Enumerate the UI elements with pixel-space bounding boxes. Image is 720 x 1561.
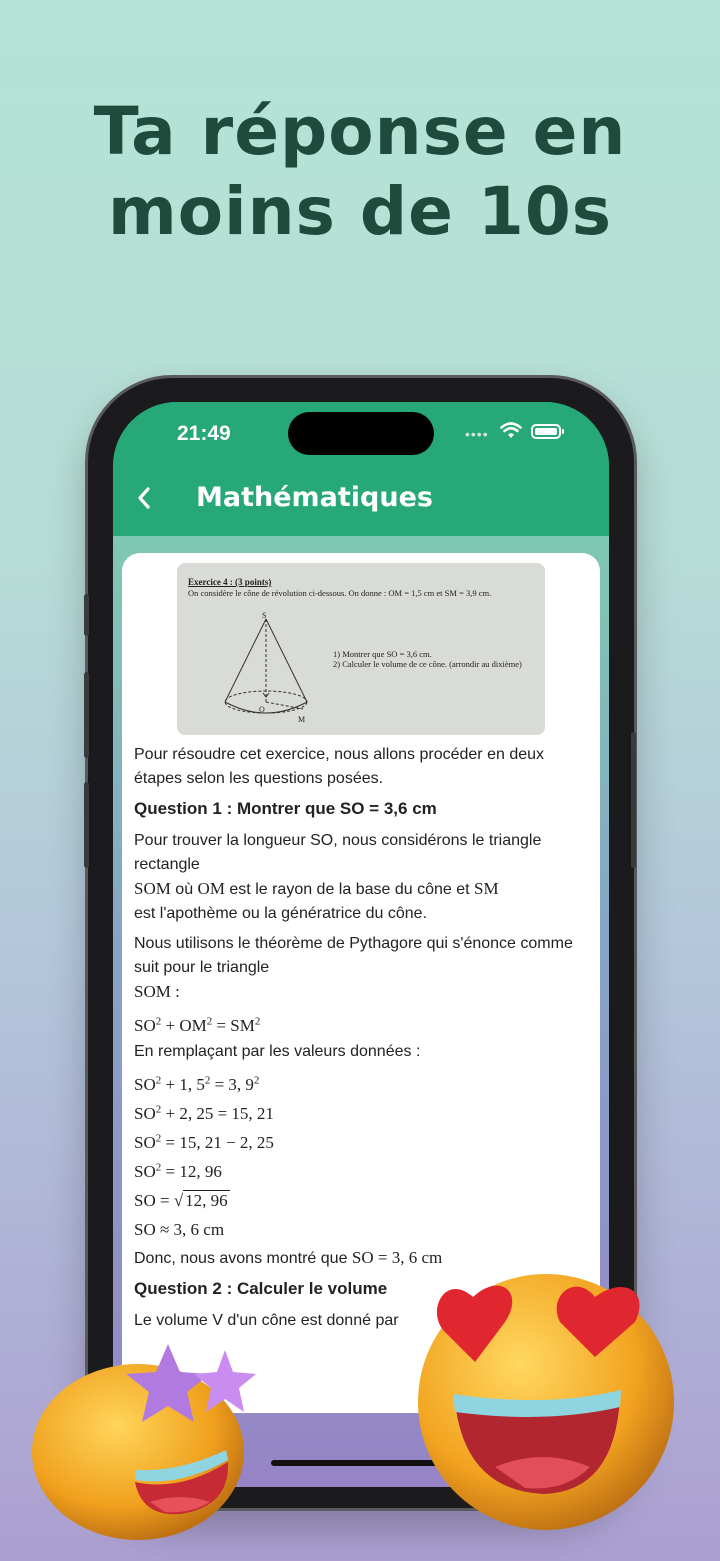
dynamic-island (288, 412, 434, 455)
equation-step-3: $SO^2 = 15$, 21 − 2, 25 (134, 1132, 274, 1152)
paragraph-som (134, 829, 574, 926)
answer-text (134, 743, 574, 1339)
equation-step-6: SO ≈ 3, 6 cm (134, 1220, 225, 1239)
label-s: S (262, 611, 267, 620)
paragraph-replace: En remplaçant par les valeurs données : (134, 1043, 421, 1060)
headline-line-2: moins de 10s (107, 173, 613, 250)
math-om: OM (197, 879, 225, 898)
phone-button-left-1 (84, 594, 89, 636)
math-sm: SM (474, 879, 499, 898)
star-eyes-emoji-icon (30, 1332, 260, 1542)
equation-pythagore: $SO^2 + OM^2 = SM^2$ (134, 1015, 261, 1035)
exercise-question-2: 2) Calculer le volume de ce cône. (arrondir au dixième) (333, 659, 522, 669)
text-apotheme: est l'apothème ou la génératrice du cône. (134, 905, 428, 922)
status-time: 21:49 (177, 422, 231, 445)
equation-step-2: $SO^2 + 2$, 25 = 15, 21 (134, 1103, 274, 1123)
math-som-colon: SOM : (134, 982, 180, 1001)
paragraph-som-text: Pour trouver la longueur SO, nous considérons le triangle rectangle (134, 832, 542, 873)
wifi-icon (500, 422, 522, 440)
exercise-statement: On considère le cône de révolution ci-dessous. On donne : OM = 1,5 cm et SM = 3,9 cm. (188, 588, 492, 598)
label-m: M (298, 715, 306, 724)
paragraph-volume: Le volume V d'un cône est donné par (134, 1312, 399, 1329)
signal-icon: •••• (465, 426, 489, 442)
question-1-heading: Question 1 : Montrer que SO = 3,6 cm (134, 799, 437, 818)
conclusion-math: SO = 3, 6 cm (351, 1248, 443, 1267)
equation-step-1: $SO^2 + 1$, $5^2 = 3$, $9^2$ (134, 1074, 260, 1094)
label-o: O (259, 705, 265, 714)
paragraph-pythagore (134, 932, 574, 1005)
headline (0, 92, 720, 252)
answer-intro: Pour résoudre cet exercice, nous allons procéder en deux étapes selon les questions posées. (134, 746, 545, 787)
back-arrow-icon[interactable] (135, 484, 153, 512)
text-ou: où (170, 881, 198, 898)
question-2-heading: Question 2 : Calculer le volume (134, 1279, 388, 1298)
phone-button-left-3 (84, 782, 89, 868)
battery-icon (531, 424, 561, 439)
equation-step-5: SO = √ 12, 96 (134, 1191, 228, 1210)
paragraph-pythagore-text: Nous utilisons le théorème de Pythagore qui s'énonce comme suit pour le triangle (134, 935, 573, 976)
phone-button-left-2 (84, 672, 89, 758)
exercise-question-1: 1) Montrer que SO = 3,6 cm. (333, 649, 432, 659)
cone-figure (217, 611, 317, 726)
headline-line-1: Ta réponse en (93, 93, 627, 170)
phone-button-right (631, 732, 636, 868)
equation-step-4: $SO^2 = 12$, 96 (134, 1161, 222, 1181)
text-radius: est le rayon de la base du cône et (224, 881, 475, 898)
math-som: SOM (134, 879, 171, 898)
page-title: Mathématiques (196, 482, 433, 513)
conclusion-text: Donc, nous avons montré que (134, 1250, 352, 1267)
app-bar (113, 402, 609, 536)
exercise-photo[interactable] (177, 563, 545, 735)
exercise-title: Exercice 4 : (3 points) (188, 577, 272, 587)
heart-eyes-emoji-icon (415, 1262, 677, 1532)
